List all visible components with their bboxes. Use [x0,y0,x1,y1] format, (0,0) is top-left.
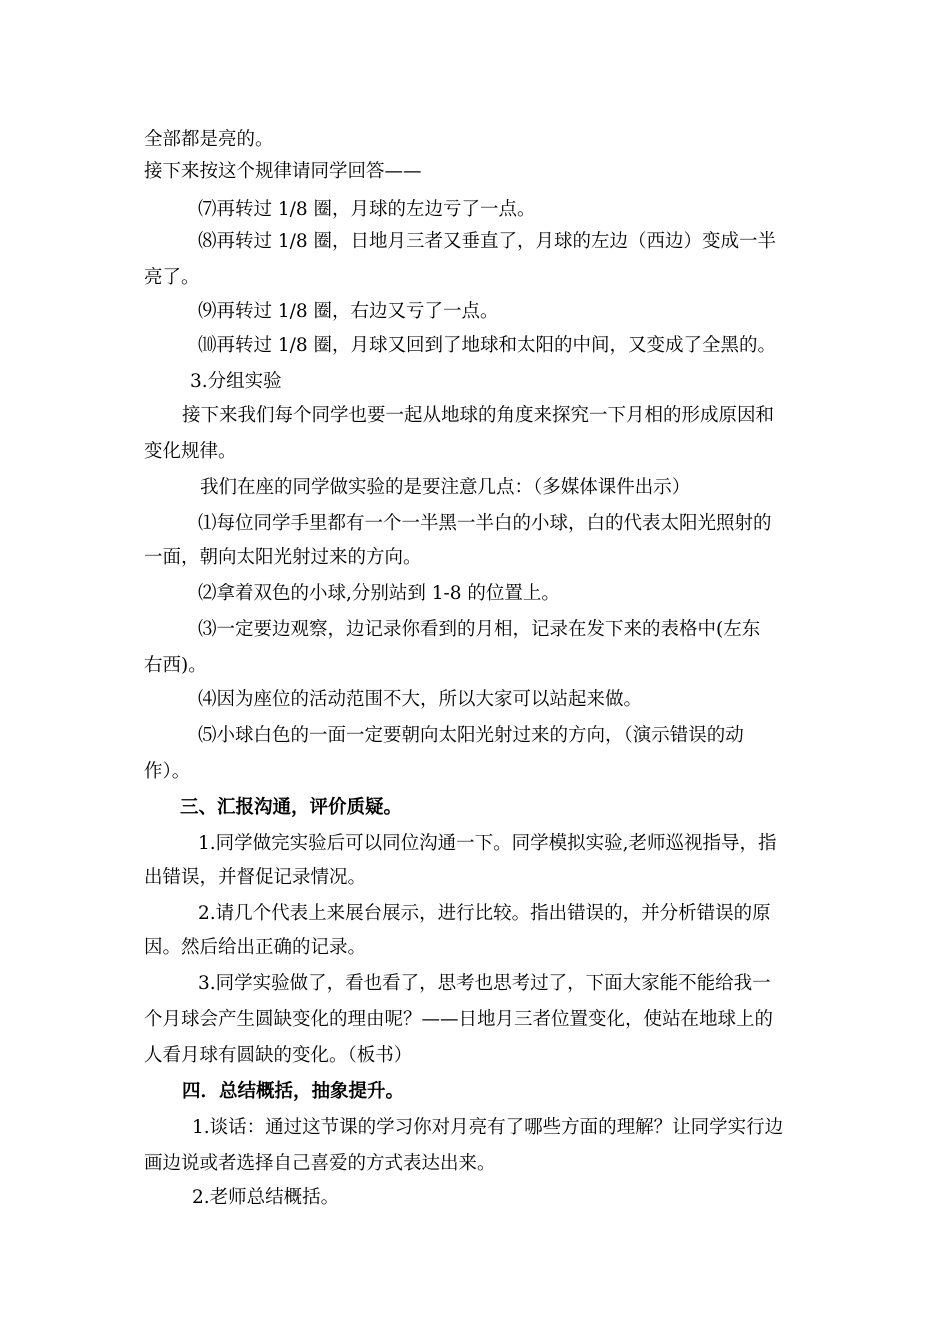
text-line: 2.请几个代表上来展台展示，进行比较。指出错误的，并分析错误的原 [198,903,771,924]
text-line: 个月球会产生圆缺变化的理由呢？——日地月三者位置变化，使站在地球上的 [144,1009,774,1030]
text-line: 变化规律。 [144,441,237,462]
text-line: 右西)。 [144,655,207,676]
list-item: ⑽再转过 1/8 圈，月球又回到了地球和太阳的中间，又变成了全黑的。 [198,335,777,356]
section-heading: 三、汇报沟通，评价质疑。 [180,797,403,818]
text-line: 接下来我们每个同学也要一起从地球的角度来探究一下月相的形成原因和 [182,405,775,426]
list-item: ⑻再转过 1/8 圈，日地月三者又垂直了，月球的左边（西边）变成一半 [198,231,777,252]
list-item: ⑴每位同学手里都有一个一半黑一半白的小球，白的代表太阳光照射的 [198,513,772,534]
text-line: 画边说或者选择自己喜爱的方式表达出来。 [144,1153,496,1174]
list-item: ⑶一定要边观察，边记录你看到的月相，记录在发下来的表格中(左东 [198,619,761,640]
text-line: 人看月球有圆缺的变化。（板书） [144,1045,413,1066]
list-item: ⑼再转过 1/8 圈，右边又亏了一点。 [198,301,499,322]
list-item: ⑵拿着双色的小球,分别站到 1-8 的位置上。 [198,583,560,604]
text-line: 作）。 [144,761,191,782]
text-line: 1.谈话：通过这节课的学习你对月亮有了哪些方面的理解？让同学实行边 [192,1117,784,1138]
section-heading: 四．总结概括，抽象提升。 [182,1081,405,1102]
text-line: 亮了。 [144,267,200,288]
text-line: 因。然后给出正确的记录。 [144,937,367,958]
text-line: 3.同学实验做了，看也看了，思考也思考过了，下面大家能不能给我一 [198,973,771,994]
list-item: ⑸小球白色的一面一定要朝向太阳光射过来的方向，（演示错误的动 [198,725,744,746]
text-line: 一面，朝向太阳光射过来的方向。 [144,547,422,568]
text-line: 1.同学做完实验后可以同位沟通一下。同学模拟实验,老师巡视指导，指 [198,833,777,854]
text-line: 全部都是亮的。 [144,129,274,150]
text-line: 我们在座的同学做实验的是要注意几点：（多媒体课件出示） [200,477,691,498]
section-subheading: 3.分组实验 [190,371,282,392]
list-item: ⑺再转过 1/8 圈，月球的左边亏了一点。 [198,199,536,220]
text-line: 出错误，并督促记录情况。 [144,867,367,888]
text-line: 接下来按这个规律请同学回答—— [144,161,422,182]
list-item: ⑷因为座位的活动范围不大，所以大家可以站起来做。 [198,689,643,710]
text-line: 2.老师总结概括。 [192,1187,340,1208]
